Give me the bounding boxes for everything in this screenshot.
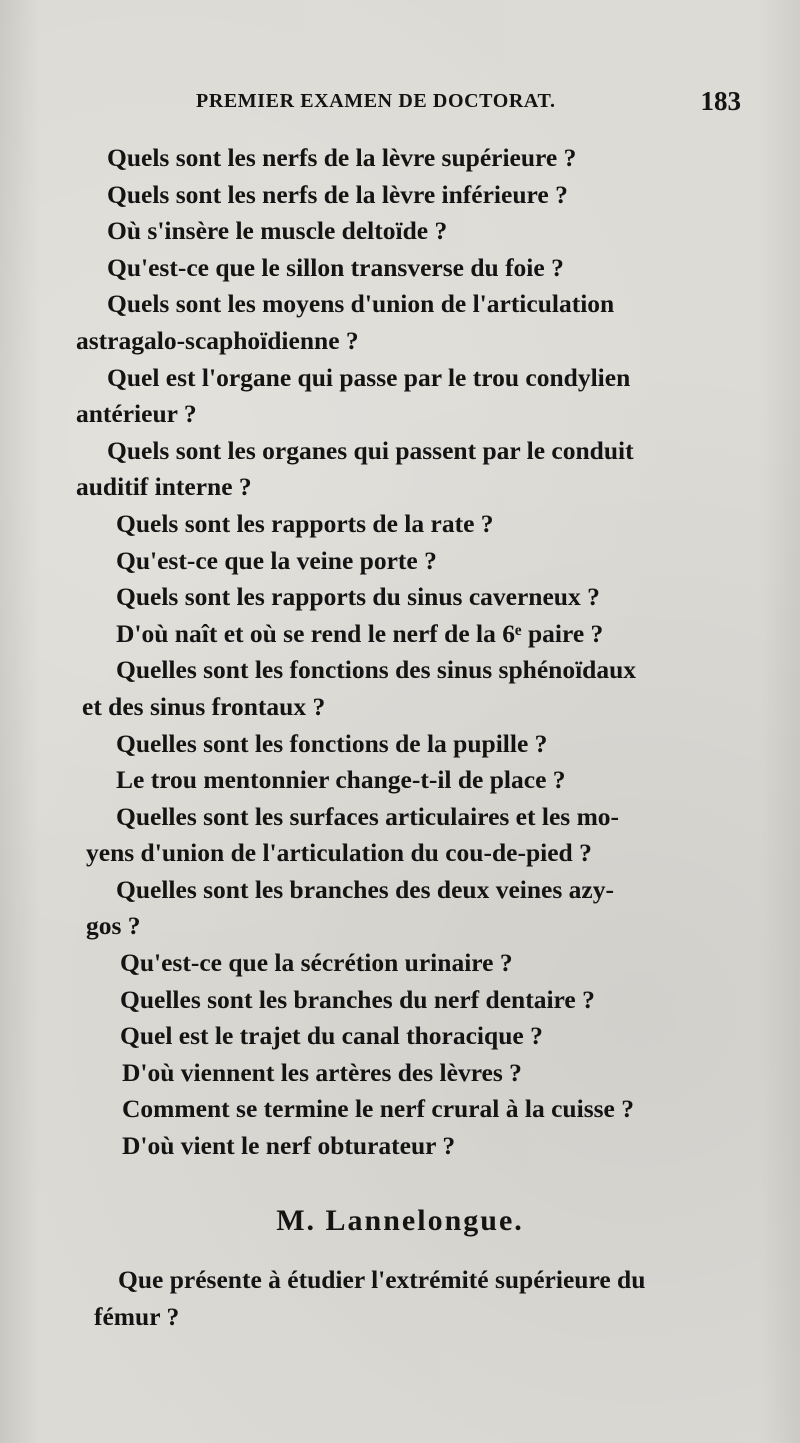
question-continuation: et des sinus frontaux ?: [82, 691, 326, 721]
question-continuation: fémur ?: [94, 1301, 180, 1331]
question-line: Quelles sont les surfaces articulaires et les mo-: [116, 801, 620, 831]
question-line: Quelles sont les branches des deux veines azy-: [116, 874, 614, 904]
question-continuation: yens d'union de l'articulation du cou-de-pied ?: [86, 838, 592, 868]
question-line: Quels sont les rapports de la rate ?: [116, 508, 494, 538]
running-head: PREMIER EXAMEN DE DOCTORAT.: [196, 90, 556, 112]
question-continuation: gos ?: [86, 911, 141, 941]
question-line: Qu'est-ce que la veine porte ?: [116, 545, 437, 575]
question-continuation: astragalo-scaphoïdienne ?: [76, 325, 359, 355]
question-line: Où s'insère le muscle deltoïde ?: [107, 216, 448, 246]
question-line: Quel est l'organe qui passe par le trou condylien: [107, 362, 631, 392]
question-line: Quels sont les rapports du sinus caverneux ?: [116, 582, 600, 612]
page-header: [196, 86, 741, 116]
question-line: Comment se termine le nerf crural à la cuisse ?: [122, 1094, 634, 1124]
question-line: Quels sont les organes qui passent par le conduit: [107, 435, 634, 465]
question-line: Quels sont les nerfs de la lèvre inférieure ?: [107, 179, 568, 209]
question-line: Quelles sont les fonctions des sinus sphénoïdaux: [116, 655, 637, 685]
question-line: Quel est le trajet du canal thoracique ?: [120, 1021, 543, 1051]
final-question: [96, 1262, 766, 1335]
question-line: Que présente à étudier l'extrémité supérieure du: [118, 1265, 646, 1294]
question-line: Qu'est-ce que le sillon transverse du foie ?: [107, 252, 564, 282]
question-line: D'où viennent les artères des lèvres ?: [122, 1057, 522, 1087]
question-line: D'où vient le nerf obturateur ?: [122, 1131, 456, 1161]
question-line: Quels sont les moyens d'union de l'articulation: [107, 289, 615, 319]
question-line: D'où naît et où se rend le nerf de la 6ᵉ paire ?: [116, 618, 604, 648]
question-list: [76, 140, 746, 1165]
question-line: Le trou mentonnier change-t-il de place ?: [116, 765, 566, 795]
question-continuation: antérieur ?: [76, 399, 197, 429]
question-continuation: auditif interne ?: [76, 472, 252, 502]
question-line: Quels sont les nerfs de la lèvre supérieure ?: [107, 143, 577, 172]
question-line: Quelles sont les fonctions de la pupille ?: [116, 728, 548, 758]
section-title: M. Lannelongue.: [276, 1204, 524, 1237]
page-number: 183: [700, 86, 741, 116]
question-line: Quelles sont les branches du nerf dentaire ?: [120, 984, 595, 1014]
question-line: Qu'est-ce que la sécrétion urinaire ?: [120, 948, 513, 978]
